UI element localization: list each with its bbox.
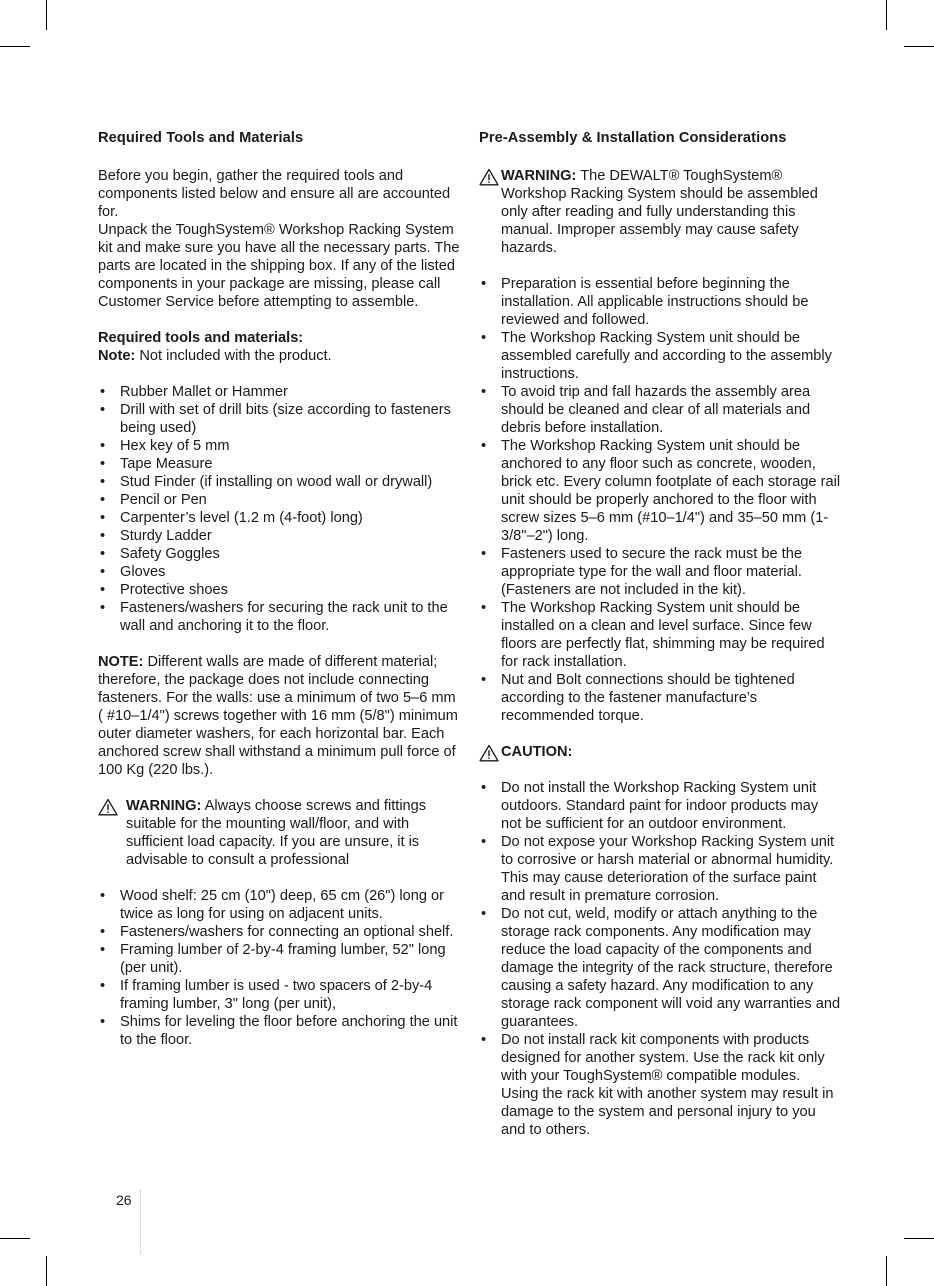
- intro-paragraph: Before you begin, gather the required tools and components listed below and ensure all are accounted for.: [98, 168, 451, 220]
- list-item: • Hex key of 5 mm: [98, 437, 460, 455]
- list-item: • Drill with set of drill bits (size according to fasteners being used): [98, 401, 460, 437]
- list-item: • Stud Finder (if installing on wood wall or drywall): [98, 473, 460, 491]
- list-item: • Rubber Mallet or Hammer: [98, 383, 460, 401]
- list-item: • Tape Measure: [98, 455, 460, 473]
- caution-label: CAUTION:: [501, 744, 573, 760]
- extras-list: [98, 887, 460, 1049]
- warning-icon: [98, 798, 118, 816]
- page-number-divider: [140, 1190, 141, 1254]
- list-item: • Preparation is essential before beginning the installation. All applicable instructions should be reviewed and followed.: [479, 275, 841, 329]
- warning-text: The DEWALT® ToughSystem® Workshop Racking System should be assembled only after reading and fully understanding this manual. Improper assembly may cause safety hazards.: [501, 168, 818, 256]
- list-item: • Fasteners/washers for connecting an optional shelf.: [98, 923, 460, 941]
- crop-mark: [886, 1256, 887, 1286]
- crop-mark: [46, 0, 47, 30]
- list-item: • Sturdy Ladder: [98, 527, 460, 545]
- list-item: • Protective shoes: [98, 581, 460, 599]
- intro-paragraph: Unpack the ToughSystem® Workshop Racking System kit and make sure you have all the necessary parts. The parts are located in the shipping box. If any of the listed components in your package are missing, please call Customer Service before attempting to assemble.: [98, 222, 460, 310]
- list-item: • Fasteners/washers for securing the rack unit to the wall and anchoring it to the floor.: [98, 599, 460, 635]
- warning-label: WARNING:: [501, 168, 577, 184]
- list-item: • Pencil or Pen: [98, 491, 460, 509]
- list-item: • The Workshop Racking System unit should be assembled carefully and according to the assembly instructions.: [479, 329, 841, 383]
- required-tools-subheading: Required tools and materials:: [98, 330, 304, 346]
- list-item: • Shims for leveling the floor before anchoring the unit to the floor.: [98, 1013, 460, 1049]
- list-item: • Do not install rack kit components with products designed for another system. Use the rack kit only with your ToughSystem® compatible modules. Using the rack kit with another system may result in damage to the system and personal injury to you and to others.: [479, 1031, 841, 1139]
- list-item: • The Workshop Racking System unit should be anchored to any floor such as concrete, wooden, brick etc. Every column footplate of each storage rail unit should be properly anchored to the floor with screw sizes 5–6 mm (#10–1/4") and 35–50 mm (1-3/8"–2") long.: [479, 437, 841, 545]
- list-item: • Do not expose your Workshop Racking System unit to corrosive or harsh material or abnormal humidity. This may cause deterioration of the surface paint and result in premature corrosion.: [479, 833, 841, 905]
- list-item: • Gloves: [98, 563, 460, 581]
- warning-text: Always choose screws and fittings suitable for the mounting wall/floor, and with sufficient load capacity. If you are unsure, it is advisable to consult a professional: [126, 798, 427, 868]
- list-item: • Do not cut, weld, modify or attach anything to the storage rack components. Any modification may reduce the load capacity of the components and damage the integrity of the rack structure, therefore causing a safety hazard. Any modification to any storage rack component will void any warranties and guarantees.: [479, 905, 841, 1031]
- list-item: • The Workshop Racking System unit should be installed on a clean and level surface. Since few floors are perfectly flat, shimming may be required for rack installation.: [479, 599, 841, 671]
- note-paragraph: [98, 653, 460, 779]
- list-item: • If framing lumber is used - two spacers of 2-by-4 framing lumber, 3" long (per unit),: [98, 977, 460, 1013]
- note-label: NOTE:: [98, 654, 144, 670]
- caution-block: [479, 743, 841, 761]
- crop-mark: [0, 1238, 30, 1239]
- list-item: • Nut and Bolt connections should be tightened according to the fastener manufacture’s recommended torque.: [479, 671, 841, 725]
- warning-label: WARNING:: [126, 798, 202, 814]
- page-number: 26: [116, 1192, 132, 1208]
- right-column: [479, 128, 841, 1139]
- caution-icon: [479, 744, 499, 762]
- left-column: [98, 128, 460, 1049]
- cautions-list: [479, 779, 841, 1139]
- pre-assembly-heading: Pre-Assembly & Installation Considerations: [479, 130, 787, 146]
- warning-block: [98, 797, 460, 869]
- list-item: • Carpenter’s level (1.2 m (4-foot) long): [98, 509, 460, 527]
- crop-mark: [886, 0, 887, 30]
- crop-mark: [46, 1256, 47, 1286]
- note-text: Not included with the product.: [135, 348, 332, 364]
- crop-mark: [904, 1238, 934, 1239]
- considerations-list: [479, 275, 841, 725]
- note-label: Note:: [98, 348, 136, 364]
- note-line: [98, 347, 460, 365]
- warning-icon: [479, 168, 499, 186]
- list-item: • Safety Goggles: [98, 545, 460, 563]
- note-text: Different walls are made of different material; therefore, the package does not include connecting fasteners. For the walls: use a minimum of two 5–6 mm ( #10–1/4") screws together with 16 mm (5/8") minimum outer diameter washers, for each horizontal bar. Each anchored screw shall withstand a minimum pull force of 100 Kg (220 lbs.).: [98, 654, 458, 778]
- crop-mark: [904, 46, 934, 47]
- list-item: • Fasteners used to secure the rack must be the appropriate type for the wall and floor material. (Fasteners are not included in the kit).: [479, 545, 841, 599]
- required-tools-heading: Required Tools and Materials: [98, 130, 304, 146]
- tools-list: [98, 383, 460, 635]
- list-item: • Framing lumber of 2-by-4 framing lumber, 52" long (per unit).: [98, 941, 460, 977]
- list-item: • Wood shelf: 25 cm (10") deep, 65 cm (26") long or twice as long for using on adjacent units.: [98, 887, 460, 923]
- list-item: • To avoid trip and fall hazards the assembly area should be cleaned and clear of all materials and debris before installation.: [479, 383, 841, 437]
- list-item: • Do not install the Workshop Racking System unit outdoors. Standard paint for indoor products may not be sufficient for an outdoor environment.: [479, 779, 841, 833]
- crop-mark: [0, 46, 30, 47]
- warning-block: [479, 167, 841, 257]
